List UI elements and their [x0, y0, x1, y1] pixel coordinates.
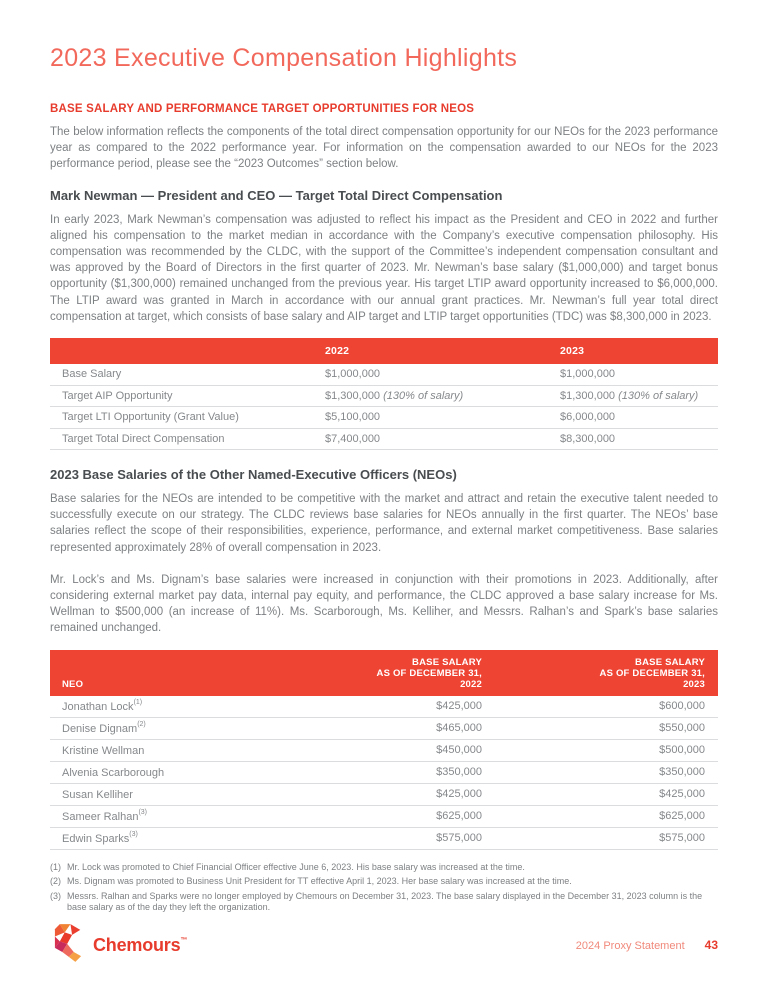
- trademark-symbol: ™: [180, 936, 188, 944]
- page-number: 43: [704, 938, 718, 952]
- value-2023: $1,000,000: [560, 368, 616, 381]
- neo-header: NEO: [62, 678, 84, 690]
- footnote-ref: (3): [138, 809, 147, 817]
- neo-salary-table: [50, 650, 718, 850]
- salary-2023: $600,000: [659, 700, 705, 713]
- table-row: [50, 828, 718, 850]
- tdc-header-2022: 2022: [325, 345, 350, 358]
- neo-table-header-row: [50, 650, 718, 696]
- table-row: [50, 806, 718, 828]
- neo-section-heading: 2023 Base Salaries of the Other Named-Executive Officers (NEOs): [50, 467, 457, 483]
- table-row: [50, 784, 718, 806]
- salary-2022: $625,000: [436, 810, 482, 823]
- table-row: [50, 429, 718, 451]
- salary-2022: $425,000: [436, 700, 482, 713]
- table-row: [50, 407, 718, 429]
- newman-paragraph: In early 2023, Mark Newman’s compensation was adjusted to reflect his impact as the President and CEO in 2022 and further aligned his compensation to the market median in accordance with the Company’s executive compensation philosophy. His compensation was recommended by the CLDC, with the support of the Committee’s independent compensation consultant and was approved by the Board of Directors in the first quarter of 2023. Mr. Newman’s base salary ($1,000,000) and target bonus opportunity ($1,300,000) remained unchanged from the previous year. His target LTIP award opportunity increased to $6,000,000. The LTIP award was granted in March in accordance with our annual grant practices. Mr. Newman’s full year total direct compensation at target, which consists of base salary and AIP target and LTIP target opportunities (TDC) was $8,300,000 in 2023.: [50, 213, 718, 323]
- neo-name: Susan Kelliher: [62, 789, 133, 802]
- footnote-text: Ms. Dignam was promoted to Business Unit President for TT effective April 1, 2023. Her base salary was increased at the time.: [67, 876, 572, 887]
- footnote-ref: (3): [129, 831, 138, 839]
- value-2022: $5,100,000: [325, 411, 381, 424]
- chemours-brand: [50, 922, 187, 969]
- base-salary-2023-header: BASE SALARY AS OF DECEMBER 31, 2023: [599, 656, 705, 690]
- salary-2023: $575,000: [659, 832, 705, 845]
- neo-name: Denise Dignam$^{(2)}$: [62, 721, 146, 736]
- value-2022: $7,400,000: [325, 432, 381, 445]
- table-row: [50, 718, 718, 740]
- footnote-marker: (2): [50, 876, 61, 887]
- salary-2023: $425,000: [659, 788, 705, 801]
- page-footer: [50, 922, 718, 968]
- row-label: Target AIP Opportunity: [62, 389, 173, 402]
- footnote: [50, 891, 718, 914]
- salary-2022: $465,000: [436, 722, 482, 735]
- table-row: [50, 696, 718, 718]
- footnote: [50, 862, 718, 874]
- chemours-wordmark: Chemours™: [93, 934, 188, 955]
- value-2022: $1,300,000 (130% of salary): [325, 389, 464, 402]
- salary-2023: $550,000: [659, 722, 705, 735]
- neo-name: Alvenia Scarborough: [62, 767, 165, 780]
- row-label: Base Salary: [62, 368, 122, 381]
- salary-2023: $350,000: [659, 766, 705, 779]
- tdc-table-header-row: [50, 338, 718, 364]
- newman-heading: Mark Newman — President and CEO — Target Total Direct Compensation: [50, 187, 503, 203]
- neo-paragraph-2: Mr. Lock’s and Ms. Dignam’s base salaries were increased in conjunction with their promotions in 2023. Additionally, after considering external market pay data, internal pay equity, and performance, the CLDC approved a base salary increase for Ms. Wellman to $500,000 (an increase of 11%). Ms. Scarborough, Ms. Kelliher, and Messrs. Ralhan’s and Spark’s base salaries remained unchanged.: [50, 573, 718, 635]
- tdc-table: [50, 338, 718, 450]
- salary-2022: $450,000: [436, 744, 482, 757]
- salary-2022: $350,000: [436, 766, 482, 779]
- salary-2023: $625,000: [659, 810, 705, 823]
- neo-paragraph-1: Base salaries for the NEOs are intended to be competitive with the market and attract and retain the executive talent needed to successfully execute on our strategy. The CLDC reviews base salaries for NEOs annually in the first quarter. The NEOs’ base salaries reflect the scope of their responsibilities, experience, performance, and external market competitiveness. Base salaries represented approximately 28% of overall compensation in 2023.: [50, 493, 718, 554]
- salary-2023: $500,000: [659, 744, 705, 757]
- value-2023: $8,300,000: [560, 432, 616, 445]
- row-label: Target LTI Opportunity (Grant Value): [62, 411, 239, 424]
- footer-right: [576, 938, 718, 952]
- footnote-text: Mr. Lock was promoted to Chief Financial Officer effective June 6, 2023. His base salary was increased at the time.: [67, 861, 525, 872]
- footnotes: [50, 862, 718, 914]
- proxy-statement-label: 2024 Proxy Statement: [575, 940, 685, 952]
- footnote: [50, 876, 718, 888]
- neo-name: Kristine Wellman: [62, 745, 145, 758]
- intro-paragraph: The below information reflects the components of the total direct compensation opportunity for our NEOs for the 2023 performance year as compared to the 2022 performance year. For information on the compensation awarded to our NEOs for the 2023 performance period, please see the “2023 Outcomes” section below.: [50, 126, 718, 171]
- footnote-marker: (3): [50, 890, 61, 901]
- table-row: [50, 364, 718, 386]
- neo-name: Sameer Ralhan$^{(3)}$: [62, 809, 147, 824]
- footnote-marker: (1): [50, 861, 61, 872]
- chemours-logo-icon: [50, 922, 86, 969]
- page-title: 2023 Executive Compensation Highlights: [50, 44, 518, 72]
- footnote-ref: (2): [137, 721, 146, 729]
- tdc-header-2023: 2023: [560, 345, 585, 358]
- base-salary-2022-header: BASE SALARY AS OF DECEMBER 31, 2022: [376, 656, 482, 690]
- neo-name: Edwin Sparks$^{(3)}$: [62, 831, 138, 846]
- neo-name: Jonathan Lock$^{(1)}$: [62, 699, 143, 714]
- table-row: [50, 740, 718, 762]
- table-row: [50, 386, 718, 408]
- value-2023: $6,000,000: [560, 411, 616, 424]
- salary-2022: $575,000: [436, 832, 482, 845]
- row-label: Target Total Direct Compensation: [62, 432, 225, 445]
- footnote-text: Messrs. Ralhan and Sparks were no longer employed by Chemours on December 31, 2023. The base salary displayed in the December 31, 2023 column is the base salary as of the day they left the organization.: [67, 890, 703, 913]
- value-2023: $1,300,000 (130% of salary): [560, 389, 699, 402]
- table-row: [50, 762, 718, 784]
- section-heading: BASE SALARY AND PERFORMANCE TARGET OPPORTUNITIES FOR NEOS: [50, 103, 475, 115]
- footnote-ref: (1): [133, 699, 143, 707]
- salary-2022: $425,000: [436, 788, 482, 801]
- value-2022: $1,000,000: [325, 368, 381, 381]
